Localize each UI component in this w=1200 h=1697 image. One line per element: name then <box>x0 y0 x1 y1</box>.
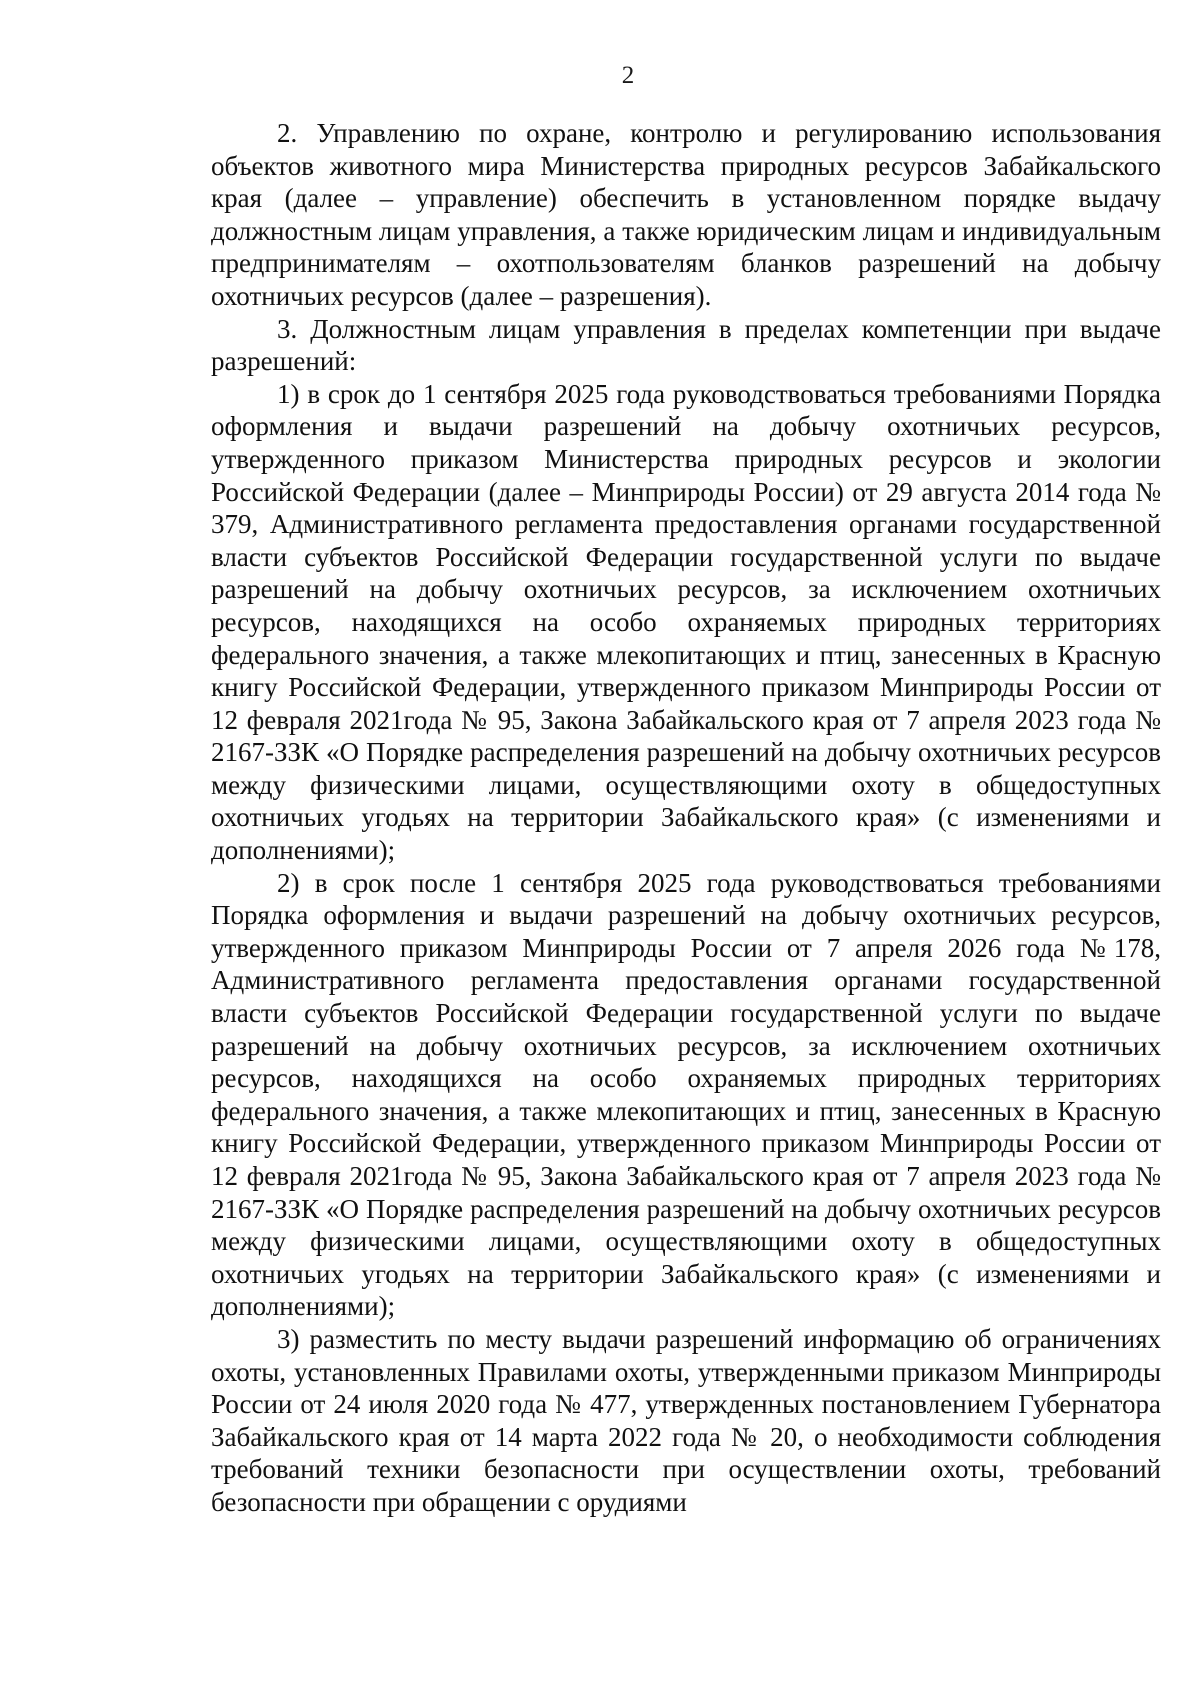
subparagraph-1: 1) в срок до 1 сентября 2025 года руководствоваться требованиями Порядка оформления и выдачи разрешений на добычу охотничьих ресурсов, утвержденного приказом Министерства природных ресурсов и экологии Российской Федерации (далее – Минприроды России) от 29 августа 2014 года № 379, Административного регламента предоставления органами государственной власти субъектов Российской Федерации государственной услуги по выдаче разрешений на добычу охотничьих ресурсов, за исключением охотничьих ресурсов, находящихся на особо охраняемых природных территориях федерального значения, а также млекопитающих и птиц, занесенных в Красную книгу Российской Федерации, утвержденного приказом Минприроды России от 12 февраля 2021года № 95, Закона Забайкальского края от 7 апреля 2023 года № 2167-ЗЗК «О Порядке распределения разрешений на добычу охотничьих ресурсов между физическими лицами, осуществляющими охоту в общедоступных охотничьих угодьях на территории Забайкальского края» (с изменениями и дополнениями); <box>211 378 1161 866</box>
subparagraph-3: 3) разместить по месту выдачи разрешений информацию об ограничениях охоты, установленных Правилами охоты, утвержденными приказом Минприроды России от 24 июля 2020 года № 477, утвержденных постановлением Губернатора Забайкальского края от 14 марта 2022 года № 20, о необходимости соблюдения требований техники безопасности при осуществлении охоты, требований безопасности при обращении с орудиями <box>211 1323 1161 1517</box>
paragraph-item-3: 3. Должностным лицам управления в пределах компетенции при выдаче разрешений: <box>211 313 1161 377</box>
page-number: 2 <box>621 62 635 89</box>
subparagraph-2: 2) в срок после 1 сентября 2025 года руководствоваться требованиями Порядка оформления и выдачи разрешений на добычу охотничьих ресурсов, утвержденного приказом Минприроды России от 7 апреля 2026 года №178, Административного регламента предоставления органами государственной власти субъектов Российской Федерации государственной услуги по выдаче разрешений на добычу охотничьих ресурсов, за исключением охотничьих ресурсов, находящихся на особо охраняемых природных территориях федерального значения, а также млекопитающих и птиц, занесенных в Красную книгу Российской Федерации, утвержденного приказом Минприроды России от 12 февраля 2021года № 95, Закона Забайкальского края от 7 апреля 2023 года № 2167-ЗЗК «О Порядке распределения разрешений на добычу охотничьих ресурсов между физическими лицами, осуществляющими охоту в общедоступных охотничьих угодьях на территории Забайкальского края» (с изменениями и дополнениями); <box>211 867 1161 1322</box>
document-body <box>211 117 1161 1519</box>
paragraph-item-2: 2. Управлению по охране, контролю и регулированию использования объектов животного мира Министерства природных ресурсов Забайкальского края (далее – управление) обеспечить в установленном порядке выдачу должностным лицам управления, а также юридическим лицам и индивидуальным предпринимателям – охотпользователям бланков разрешений на добычу охотничьих ресурсов (далее – разрешения). <box>211 118 1161 311</box>
